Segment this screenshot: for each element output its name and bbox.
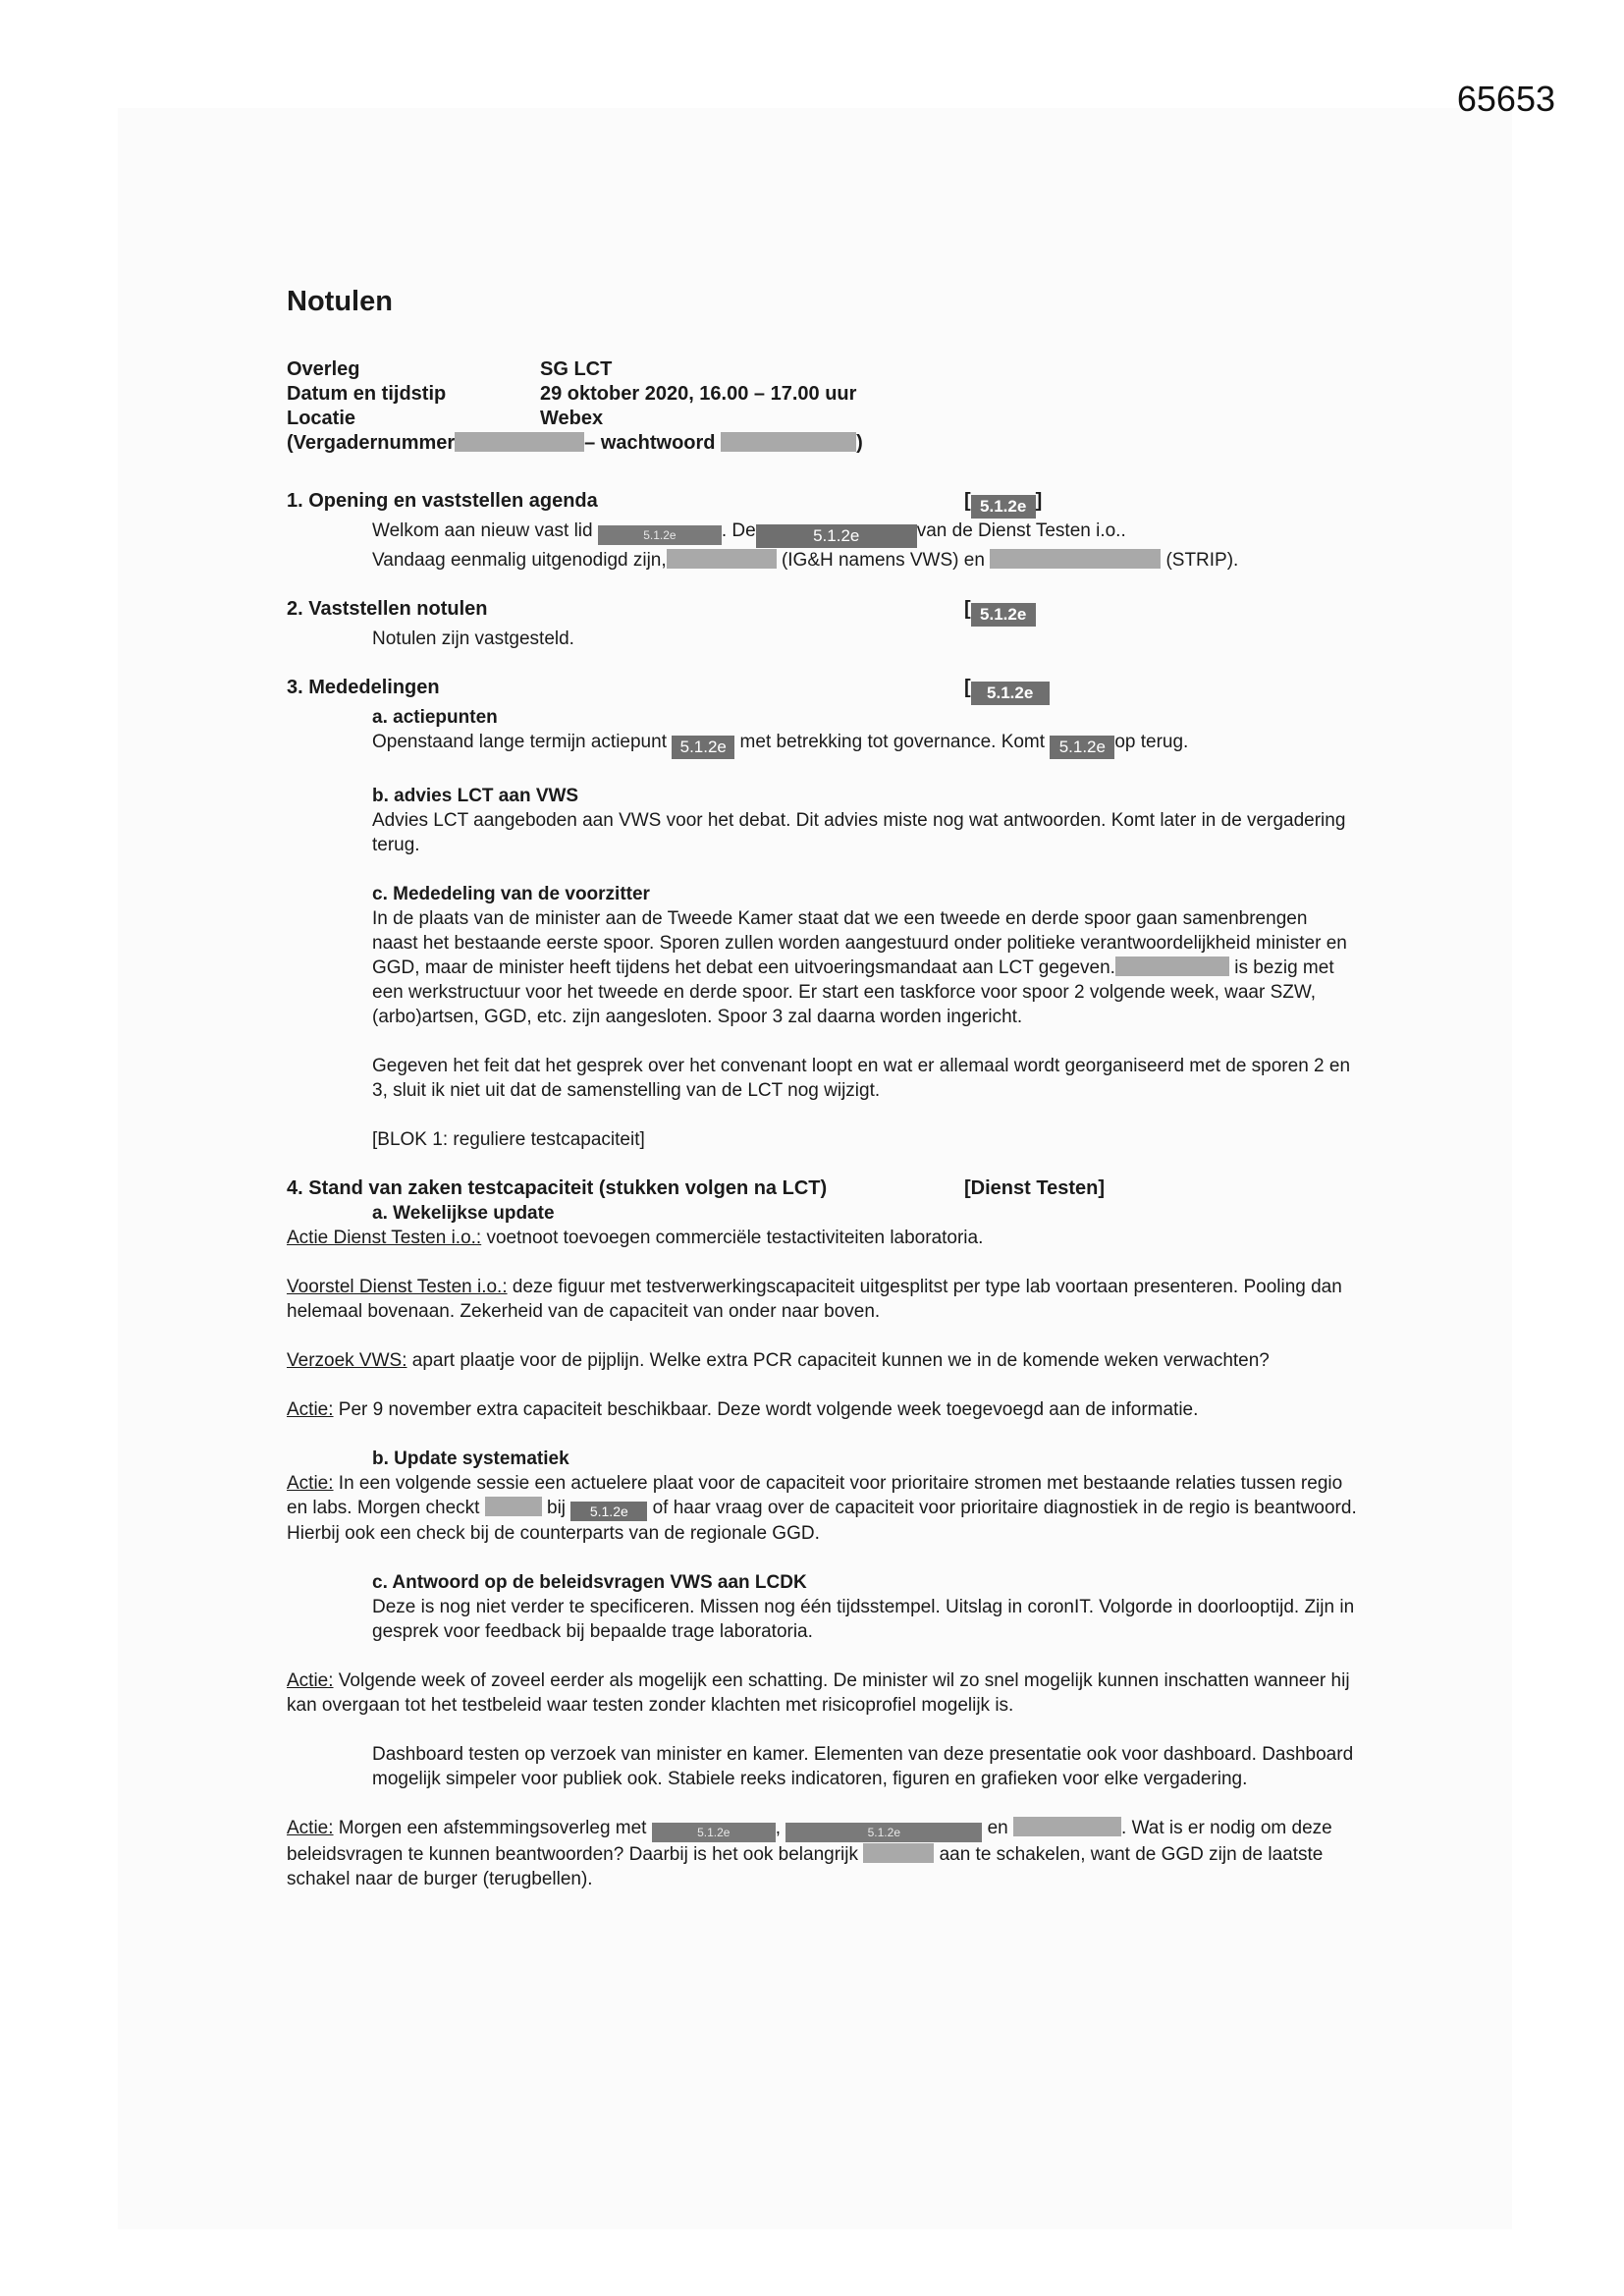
section-4b-heading: b. Update systematiek (372, 1449, 569, 1469)
redaction-label: 5.1.2e (785, 1823, 982, 1842)
redaction-block (1013, 1817, 1121, 1836)
blok-label: [BLOK 1: reguliere testcapaciteit] (372, 1129, 645, 1150)
actie-update-systematiek: Actie: In een volgende sessie een actuelere plaat voor de capaciteit voor prioritaire stromen met bestaande relaties tussen regio en labs. Morgen checkt bij 5.1.2e of haar vraag over de capaciteit voor prioritaire diagnostiek in de regio is beantwoord. Hierbij ook een check bij de counterparts van de regionale GGD. (287, 1473, 1357, 1544)
actie-schatting: Actie: Volgende week of zoveel eerder als mogelijk een schatting. De minister wil zo snel mogelijk kunnen inschatten wanneer hij kan overgaan tot het testbeleid waar testen zonder klachten met risicoprofiel mogelijk is. (287, 1670, 1350, 1716)
redaction-label: 5.1.2e (570, 1502, 647, 1521)
redaction-block (721, 432, 856, 452)
redaction-label: 5.1.2e (756, 524, 917, 548)
meta-value-datum: 29 oktober 2020, 16.00 – 17.00 uur (540, 383, 857, 405)
meta-vergadernummer: (Vergadernummer – wachtwoord ) (287, 432, 863, 454)
meta-value-locatie: Webex (540, 408, 604, 429)
section-4-heading: 4. Stand van zaken testcapaciteit (stukken volgen na LCT) [Dienst Testen] (287, 1177, 1105, 1199)
meta-label-datum: Datum en tijdstip (287, 383, 447, 405)
redaction-block (485, 1497, 542, 1516)
minutes-document (287, 285, 1357, 1891)
meeting-meta (287, 357, 1357, 456)
page-title: Notulen (287, 286, 393, 317)
redaction-label: 5.1.2e (971, 495, 1036, 519)
actie-afstemmingsoverleg: Actie: Morgen een afstemmingsoverleg met 5.1.2e , 5.1.2e en . Wat is er nodig om deze beleidsvragen te kunnen beantwoorden? Daarbij is het ook belangrijk aan te schakelen, want de GGD zijn de laatste schakel naar de burger (terugbellen). (287, 1818, 1332, 1889)
redaction-label: 5.1.2e (598, 525, 722, 545)
section-3a-heading: a. actiepunten (372, 707, 498, 728)
section-3b-text: Advies LCT aangeboden aan VWS voor het debat. Dit advies miste nog wat antwoorden. Komt later in de vergadering terug. (372, 810, 1346, 855)
section-3b-heading: b. advies LCT aan VWS (372, 786, 579, 806)
redaction-block (667, 549, 777, 569)
redaction-label: 5.1.2e (971, 603, 1036, 627)
section-4c-text: Deze is nog niet verder te specificeren. Missen nog één tijdsstempel. Uitslag in coronIT. Volgorde in doorlooptijd. Zijn in gesprek voor feedback bij bepaalde trage laboratoria. (372, 1597, 1355, 1642)
voorstel-dienst-testen: Voorstel Dienst Testen i.o.: deze figuur met testverwerkingscapaciteit uitgesplitst per type lab voortaan presenteren. Pooling dan helemaal bovenaan. Zekerheid van de capaciteit van onder naar boven. (287, 1277, 1342, 1322)
redaction-label: 5.1.2e (652, 1823, 776, 1842)
section-3c-text-2: Gegeven het feit dat het gesprek over het convenant loopt en wat er allemaal wordt georganiseerd met de sporen 2 en 3, sluit ik niet uit dat de samenstelling van de LCT nog wijzigt. (372, 1056, 1351, 1101)
redaction-block (863, 1843, 934, 1863)
meta-value-overleg: SG LCT (540, 358, 613, 380)
actie-dienst-testen: Actie Dienst Testen i.o.: voetnoot toevoegen commerciële testactiviteiten laboratoria. (287, 1228, 984, 1248)
section-2-heading: 2. Vaststellen notulen [ 5.1.2e (287, 597, 1357, 627)
redaction-block (455, 432, 584, 452)
redaction-block (990, 549, 1161, 569)
dashboard-text: Dashboard testen op verzoek van minister en kamer. Elementen van deze presentatie ook voor dashboard. Dashboard mogelijk simpeler voor publiek ook. Stabiele reeks indicatoren, figuren en grafieken voor elke vergadering. (372, 1744, 1354, 1789)
document-number: 65653 (1456, 79, 1555, 119)
section-3c-text-1: In de plaats van de minister aan de Tweede Kamer staat dat we een tweede en derde spoor gaan samenbrengen naast het bestaande eerste spoor. Sporen zullen worden aangestuurd onder politieke verantwoordelijkheid minister en GGD, maar de minister heeft tijdens het debat een uitvoeringsmandaat aan LCT gegeven. is bezig met een werkstructuur voor het tweede en derde spoor. Er start een taskforce voor spoor 2 volgende week, waar SZW, (arbo)artsen, GGD, etc. zijn aangesloten. Spoor 3 zal daarna worden ingericht. (372, 908, 1347, 1027)
section-3a-text: Openstaand lange termijn actiepunt 5.1.2e met betrekking tot governance. Komt 5.1.2e op terug. (287, 730, 1357, 759)
actie-9-november: Actie: Per 9 november extra capaciteit beschikbaar. Deze wordt volgende week toegevoegd aan de informatie. (287, 1399, 1199, 1420)
section-1-heading: 1. Opening en vaststellen agenda [ 5.1.2e ] (287, 489, 1357, 519)
redaction-label: 5.1.2e (971, 682, 1050, 705)
section-2-text: Notulen zijn vastgesteld. (372, 629, 574, 649)
section-1-line-1: Welkom aan nieuw vast lid 5.1.2e . De 5.1.2e van de Dienst Testen i.o.. (287, 519, 1357, 548)
section-3-heading: 3. Mededelingen [ 5.1.2e (287, 676, 1357, 705)
section-3c-heading: c. Mededeling van de voorzitter (372, 884, 650, 904)
section-1-line-2: Vandaag eenmalig uitgenodigd zijn, (IG&H namens VWS) en (STRIP). (372, 550, 1239, 571)
meta-label-overleg: Overleg (287, 358, 360, 380)
redaction-label: 5.1.2e (672, 736, 734, 759)
section-4a-heading: a. Wekelijkse update (372, 1203, 555, 1224)
redaction-block (1115, 957, 1229, 976)
section-4c-heading: c. Antwoord op de beleidsvragen VWS aan LCDK (372, 1572, 807, 1593)
redaction-label: 5.1.2e (1050, 736, 1114, 759)
meta-label-locatie: Locatie (287, 408, 356, 429)
verzoek-vws: Verzoek VWS: apart plaatje voor de pijplijn. Welke extra PCR capaciteit kunnen we in de komende weken verwachten? (287, 1350, 1270, 1371)
